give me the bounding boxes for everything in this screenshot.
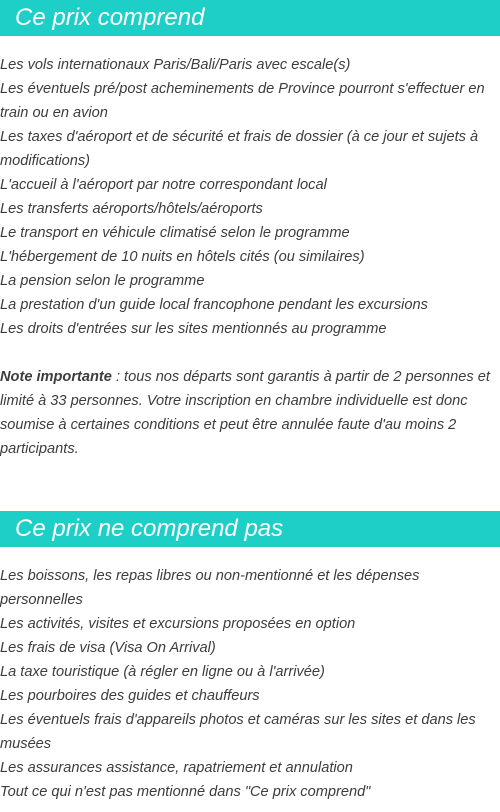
list-item: Les éventuels frais d'appareils photos et caméras sur les sites et dans les musées [0,712,476,752]
list-item: Les droits d'entrées sur les sites mentionnés au programme [0,321,387,337]
note-label: Note importante [0,369,112,385]
list-item: Les éventuels pré/post acheminements de Province pourront s'effectuer en train ou en avion [0,81,485,121]
important-note [0,365,500,461]
list-item: Les activités, visites et excursions proposées en option [0,616,356,632]
included-list [0,53,500,341]
list-item: L'accueil à l'aéroport par notre correspondant local [0,177,327,193]
list-item: La pension selon le programme [0,273,205,289]
list-item: Les boissons, les repas libres ou non-mentionné et les dépenses personnelles [0,568,420,608]
list-item: Les transferts aéroports/hôtels/aéroports [0,201,263,217]
list-item: La taxe touristique (à régler en ligne ou à l'arrivée) [0,664,325,680]
list-item: L'hébergement de 10 nuits en hôtels cités (ou similaires) [0,249,365,265]
list-item: La prestation d'un guide local francophone pendant les excursions [0,297,428,313]
list-item: Les pourboires des guides et chauffeurs [0,688,260,704]
note-text: : tous nos départs sont garantis à partir de 2 personnes et limité à 33 personnes. Votre inscription en chambre individuelle est donc soumise à certaines conditions et peut être annulée faute d'au moins 2 participants. [0,369,490,457]
list-item: Les vols internationaux Paris/Bali/Paris avec escale(s) [0,57,351,73]
included-section-title: Ce prix comprend [0,0,500,36]
excluded-list [0,564,500,804]
list-item: Les frais de visa (Visa On Arrival) [0,640,216,656]
list-item: Les taxes d'aéroport et de sécurité et frais de dossier (à ce jour et sujets à modifications) [0,129,479,169]
excluded-section-title: Ce prix ne comprend pas [0,511,500,547]
list-item: Tout ce qui n'est pas mentionné dans "Ce prix comprend" [0,784,371,800]
list-item: Le transport en véhicule climatisé selon le programme [0,225,350,241]
list-item: Les assurances assistance, rapatriement et annulation [0,760,353,776]
